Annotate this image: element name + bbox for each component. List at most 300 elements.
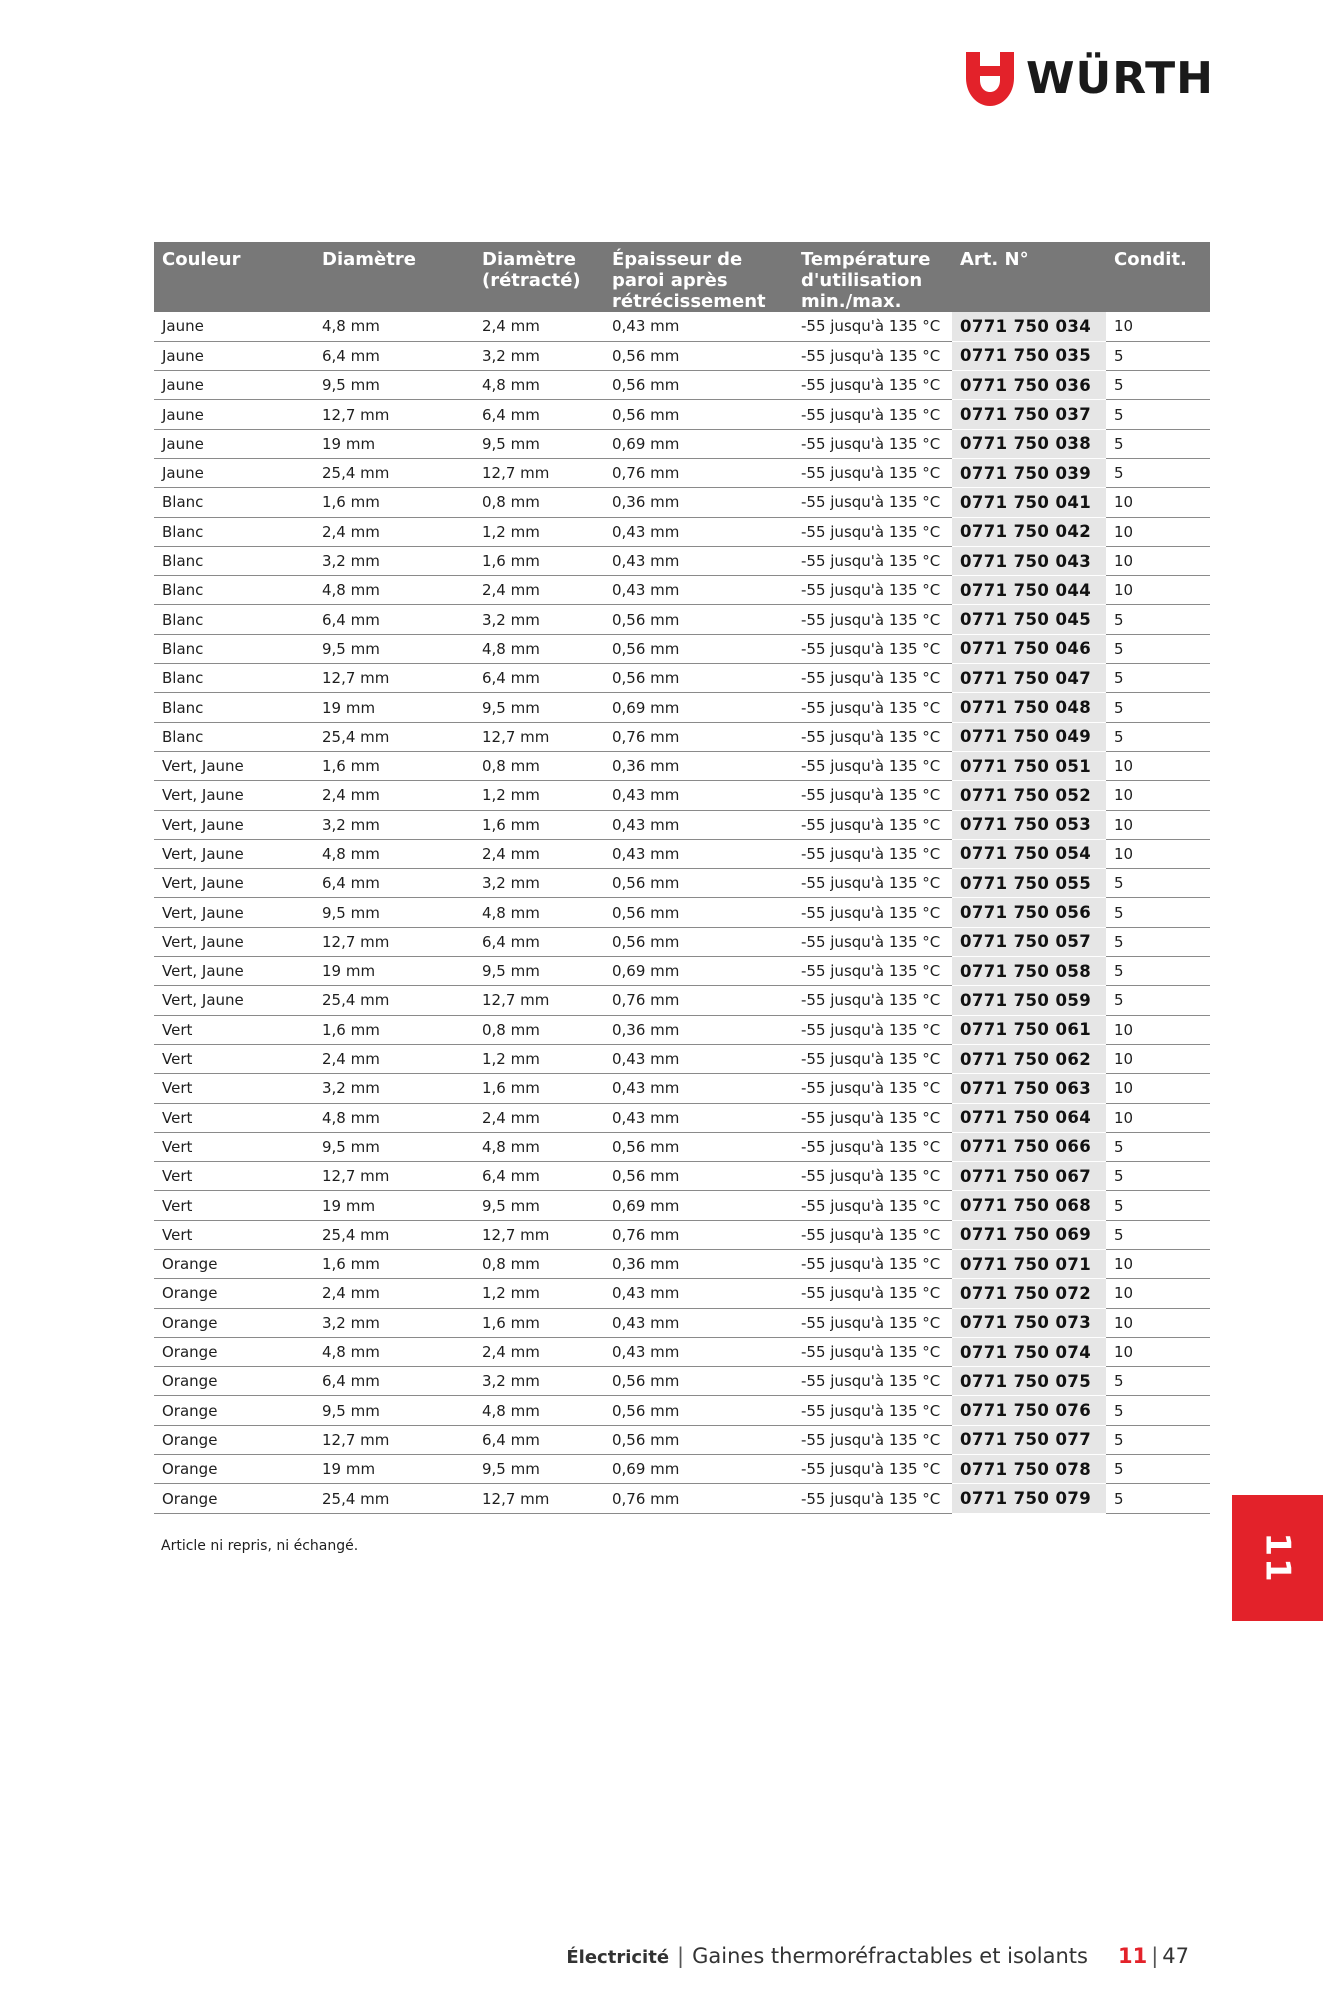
packaging-cell: 10 [1106, 810, 1210, 839]
diameter-cell: 19 mm [314, 957, 474, 986]
table-row [154, 634, 1210, 663]
packaging-cell: 5 [1106, 400, 1210, 429]
article-number-cell: 0771 750 071 [952, 1250, 1106, 1279]
shrunk-diameter-cell: 0,8 mm [474, 1015, 604, 1044]
article-number-cell: 0771 750 063 [952, 1074, 1106, 1103]
packaging-cell: 10 [1106, 1044, 1210, 1073]
temperature-cell: -55 jusqu'à 135 °C [793, 1103, 952, 1132]
color-cell: Vert [154, 1220, 314, 1249]
shrunk-diameter-cell: 9,5 mm [474, 1191, 604, 1220]
diameter-cell: 4,8 mm [314, 576, 474, 605]
temperature-cell: -55 jusqu'à 135 °C [793, 927, 952, 956]
article-number-cell: 0771 750 062 [952, 1044, 1106, 1073]
shrunk-diameter-cell: 2,4 mm [474, 1337, 604, 1366]
article-number-cell: 0771 750 053 [952, 810, 1106, 839]
wall-thickness-cell: 0,56 mm [604, 927, 793, 956]
article-number-cell: 0771 750 068 [952, 1191, 1106, 1220]
shrunk-diameter-cell: 2,4 mm [474, 1103, 604, 1132]
temperature-cell: -55 jusqu'à 135 °C [793, 664, 952, 693]
shrunk-diameter-cell: 3,2 mm [474, 1367, 604, 1396]
table-row [154, 898, 1210, 927]
footer-chapter-number: 11 [1117, 1944, 1148, 1968]
table-row [154, 722, 1210, 751]
diameter-cell: 9,5 mm [314, 898, 474, 927]
shrunk-diameter-cell: 1,6 mm [474, 1074, 604, 1103]
diameter-cell: 12,7 mm [314, 664, 474, 693]
temperature-cell: -55 jusqu'à 135 °C [793, 1074, 952, 1103]
packaging-cell: 10 [1106, 312, 1210, 341]
article-number-cell: 0771 750 048 [952, 693, 1106, 722]
table-row [154, 927, 1210, 956]
article-number-cell: 0771 750 041 [952, 488, 1106, 517]
chapter-tab [1232, 1495, 1323, 1621]
article-number-cell: 0771 750 051 [952, 751, 1106, 780]
packaging-cell: 5 [1106, 869, 1210, 898]
article-number-cell: 0771 750 044 [952, 576, 1106, 605]
color-cell: Vert [154, 1044, 314, 1073]
packaging-cell: 5 [1106, 1396, 1210, 1425]
wurth-emblem-icon [966, 52, 1014, 106]
wall-thickness-cell: 0,56 mm [604, 869, 793, 898]
table-row [154, 869, 1210, 898]
shrunk-diameter-cell: 0,8 mm [474, 1250, 604, 1279]
shrunk-diameter-cell: 9,5 mm [474, 957, 604, 986]
table-row [154, 400, 1210, 429]
color-cell: Jaune [154, 458, 314, 487]
shrunk-diameter-cell: 4,8 mm [474, 898, 604, 927]
color-cell: Blanc [154, 576, 314, 605]
column-header: Épaisseur de paroi après rétrécissement [604, 242, 793, 312]
shrunk-diameter-cell: 6,4 mm [474, 1425, 604, 1454]
temperature-cell: -55 jusqu'à 135 °C [793, 1425, 952, 1454]
temperature-cell: -55 jusqu'à 135 °C [793, 312, 952, 341]
color-cell: Vert [154, 1162, 314, 1191]
diameter-cell: 25,4 mm [314, 722, 474, 751]
footer-subtitle: Gaines thermoréfractables et isolants [692, 1944, 1088, 1968]
footer-section: Électricité [566, 1947, 670, 1968]
article-number-cell: 0771 750 074 [952, 1337, 1106, 1366]
temperature-cell: -55 jusqu'à 135 °C [793, 898, 952, 927]
article-number-cell: 0771 750 054 [952, 839, 1106, 868]
packaging-cell: 5 [1106, 927, 1210, 956]
diameter-cell: 2,4 mm [314, 1044, 474, 1073]
table-row [154, 810, 1210, 839]
color-cell: Orange [154, 1337, 314, 1366]
article-number-cell: 0771 750 038 [952, 429, 1106, 458]
diameter-cell: 2,4 mm [314, 781, 474, 810]
article-number-cell: 0771 750 059 [952, 986, 1106, 1015]
wall-thickness-cell: 0,56 mm [604, 605, 793, 634]
diameter-cell: 25,4 mm [314, 1484, 474, 1513]
table-row [154, 693, 1210, 722]
wall-thickness-cell: 0,56 mm [604, 1367, 793, 1396]
packaging-cell: 5 [1106, 957, 1210, 986]
diameter-cell: 25,4 mm [314, 458, 474, 487]
return-policy-note: Article ni repris, ni échangé. [161, 1538, 359, 1554]
table-row [154, 1132, 1210, 1161]
temperature-cell: -55 jusqu'à 135 °C [793, 957, 952, 986]
shrunk-diameter-cell: 12,7 mm [474, 986, 604, 1015]
article-number-cell: 0771 750 075 [952, 1367, 1106, 1396]
wall-thickness-cell: 0,56 mm [604, 1162, 793, 1191]
temperature-cell: -55 jusqu'à 135 °C [793, 341, 952, 370]
color-cell: Vert, Jaune [154, 957, 314, 986]
color-cell: Orange [154, 1250, 314, 1279]
wall-thickness-cell: 0,43 mm [604, 312, 793, 341]
footer-bar: | [1151, 1944, 1159, 1968]
table-header-row [154, 242, 1210, 312]
table-row [154, 781, 1210, 810]
packaging-cell: 5 [1106, 664, 1210, 693]
shrunk-diameter-cell: 6,4 mm [474, 664, 604, 693]
diameter-cell: 2,4 mm [314, 517, 474, 546]
table-row [154, 458, 1210, 487]
wall-thickness-cell: 0,43 mm [604, 576, 793, 605]
diameter-cell: 4,8 mm [314, 1337, 474, 1366]
wall-thickness-cell: 0,69 mm [604, 1191, 793, 1220]
temperature-cell: -55 jusqu'à 135 °C [793, 488, 952, 517]
temperature-cell: -55 jusqu'à 135 °C [793, 371, 952, 400]
diameter-cell: 12,7 mm [314, 1425, 474, 1454]
temperature-cell: -55 jusqu'à 135 °C [793, 810, 952, 839]
shrunk-diameter-cell: 0,8 mm [474, 751, 604, 780]
temperature-cell: -55 jusqu'à 135 °C [793, 1250, 952, 1279]
wall-thickness-cell: 0,69 mm [604, 429, 793, 458]
shrunk-diameter-cell: 1,6 mm [474, 810, 604, 839]
table-row [154, 1484, 1210, 1513]
shrunk-diameter-cell: 1,2 mm [474, 517, 604, 546]
shrunk-diameter-cell: 4,8 mm [474, 371, 604, 400]
shrunk-diameter-cell: 1,2 mm [474, 781, 604, 810]
article-number-cell: 0771 750 076 [952, 1396, 1106, 1425]
wall-thickness-cell: 0,43 mm [604, 1337, 793, 1366]
diameter-cell: 9,5 mm [314, 371, 474, 400]
wall-thickness-cell: 0,36 mm [604, 488, 793, 517]
table-row [154, 341, 1210, 370]
shrunk-diameter-cell: 3,2 mm [474, 869, 604, 898]
packaging-cell: 5 [1106, 1425, 1210, 1454]
temperature-cell: -55 jusqu'à 135 °C [793, 1308, 952, 1337]
diameter-cell: 12,7 mm [314, 927, 474, 956]
article-number-cell: 0771 750 066 [952, 1132, 1106, 1161]
diameter-cell: 19 mm [314, 1455, 474, 1484]
temperature-cell: -55 jusqu'à 135 °C [793, 546, 952, 575]
footer-separator: | [677, 1944, 685, 1968]
wall-thickness-cell: 0,56 mm [604, 1132, 793, 1161]
shrunk-diameter-cell: 1,6 mm [474, 1308, 604, 1337]
table-row [154, 1337, 1210, 1366]
temperature-cell: -55 jusqu'à 135 °C [793, 1220, 952, 1249]
diameter-cell: 12,7 mm [314, 400, 474, 429]
packaging-cell: 5 [1106, 722, 1210, 751]
color-cell: Orange [154, 1279, 314, 1308]
page-number: 47 [1162, 1944, 1189, 1968]
color-cell: Vert, Jaune [154, 898, 314, 927]
article-number-cell: 0771 750 036 [952, 371, 1106, 400]
temperature-cell: -55 jusqu'à 135 °C [793, 693, 952, 722]
color-cell: Vert [154, 1074, 314, 1103]
table-row [154, 1044, 1210, 1073]
table-row [154, 605, 1210, 634]
shrunk-diameter-cell: 4,8 mm [474, 1132, 604, 1161]
wall-thickness-cell: 0,43 mm [604, 517, 793, 546]
article-number-cell: 0771 750 061 [952, 1015, 1106, 1044]
packaging-cell: 5 [1106, 1162, 1210, 1191]
shrunk-diameter-cell: 1,2 mm [474, 1279, 604, 1308]
temperature-cell: -55 jusqu'à 135 °C [793, 1484, 952, 1513]
color-cell: Blanc [154, 634, 314, 663]
wall-thickness-cell: 0,43 mm [604, 781, 793, 810]
diameter-cell: 4,8 mm [314, 839, 474, 868]
temperature-cell: -55 jusqu'à 135 °C [793, 1279, 952, 1308]
wall-thickness-cell: 0,76 mm [604, 1220, 793, 1249]
brand-name: WÜRTH [1026, 53, 1215, 104]
packaging-cell: 5 [1106, 1220, 1210, 1249]
table-row [154, 1308, 1210, 1337]
wall-thickness-cell: 0,43 mm [604, 1044, 793, 1073]
wall-thickness-cell: 0,69 mm [604, 957, 793, 986]
table-row [154, 1279, 1210, 1308]
table-row [154, 1162, 1210, 1191]
temperature-cell: -55 jusqu'à 135 °C [793, 576, 952, 605]
color-cell: Blanc [154, 546, 314, 575]
table-row [154, 1396, 1210, 1425]
wall-thickness-cell: 0,56 mm [604, 1425, 793, 1454]
article-number-cell: 0771 750 078 [952, 1455, 1106, 1484]
diameter-cell: 6,4 mm [314, 605, 474, 634]
temperature-cell: -55 jusqu'à 135 °C [793, 400, 952, 429]
shrunk-diameter-cell: 6,4 mm [474, 1162, 604, 1191]
article-number-cell: 0771 750 073 [952, 1308, 1106, 1337]
shrunk-diameter-cell: 3,2 mm [474, 341, 604, 370]
shrunk-diameter-cell: 12,7 mm [474, 1220, 604, 1249]
packaging-cell: 5 [1106, 986, 1210, 1015]
table-row [154, 664, 1210, 693]
table-row [154, 986, 1210, 1015]
article-number-cell: 0771 750 056 [952, 898, 1106, 927]
table-row [154, 1074, 1210, 1103]
shrunk-diameter-cell: 9,5 mm [474, 693, 604, 722]
shrunk-diameter-cell: 2,4 mm [474, 312, 604, 341]
wall-thickness-cell: 0,69 mm [604, 1455, 793, 1484]
article-number-cell: 0771 750 069 [952, 1220, 1106, 1249]
temperature-cell: -55 jusqu'à 135 °C [793, 869, 952, 898]
shrunk-diameter-cell: 6,4 mm [474, 400, 604, 429]
temperature-cell: -55 jusqu'à 135 °C [793, 1162, 952, 1191]
temperature-cell: -55 jusqu'à 135 °C [793, 781, 952, 810]
table-row [154, 1191, 1210, 1220]
wall-thickness-cell: 0,56 mm [604, 371, 793, 400]
packaging-cell: 10 [1106, 1015, 1210, 1044]
packaging-cell: 10 [1106, 839, 1210, 868]
color-cell: Vert [154, 1103, 314, 1132]
temperature-cell: -55 jusqu'à 135 °C [793, 751, 952, 780]
article-number-cell: 0771 750 072 [952, 1279, 1106, 1308]
temperature-cell: -55 jusqu'à 135 °C [793, 458, 952, 487]
packaging-cell: 5 [1106, 371, 1210, 400]
table-row [154, 1220, 1210, 1249]
table-row [154, 1103, 1210, 1132]
shrunk-diameter-cell: 12,7 mm [474, 458, 604, 487]
diameter-cell: 3,2 mm [314, 1308, 474, 1337]
color-cell: Blanc [154, 517, 314, 546]
wall-thickness-cell: 0,56 mm [604, 898, 793, 927]
color-cell: Vert, Jaune [154, 986, 314, 1015]
wall-thickness-cell: 0,56 mm [604, 1396, 793, 1425]
color-cell: Blanc [154, 722, 314, 751]
color-cell: Jaune [154, 400, 314, 429]
article-number-cell: 0771 750 034 [952, 312, 1106, 341]
table-row [154, 429, 1210, 458]
diameter-cell: 3,2 mm [314, 546, 474, 575]
diameter-cell: 3,2 mm [314, 810, 474, 839]
chapter-tab-label: 11 [1257, 1532, 1298, 1584]
article-number-cell: 0771 750 052 [952, 781, 1106, 810]
wall-thickness-cell: 0,56 mm [604, 664, 793, 693]
column-header: Couleur [154, 242, 314, 312]
article-number-cell: 0771 750 045 [952, 605, 1106, 634]
shrunk-diameter-cell: 6,4 mm [474, 927, 604, 956]
color-cell: Blanc [154, 488, 314, 517]
column-header: Diamètre [314, 242, 474, 312]
article-number-cell: 0771 750 035 [952, 341, 1106, 370]
wall-thickness-cell: 0,43 mm [604, 1074, 793, 1103]
packaging-cell: 10 [1106, 488, 1210, 517]
packaging-cell: 10 [1106, 1337, 1210, 1366]
wall-thickness-cell: 0,43 mm [604, 810, 793, 839]
packaging-cell: 5 [1106, 341, 1210, 370]
table-row [154, 1455, 1210, 1484]
color-cell: Orange [154, 1367, 314, 1396]
diameter-cell: 25,4 mm [314, 1220, 474, 1249]
packaging-cell: 5 [1106, 634, 1210, 663]
table-row [154, 576, 1210, 605]
article-number-cell: 0771 750 079 [952, 1484, 1106, 1513]
table-row [154, 546, 1210, 575]
diameter-cell: 9,5 mm [314, 1396, 474, 1425]
diameter-cell: 1,6 mm [314, 1015, 474, 1044]
packaging-cell: 5 [1106, 1367, 1210, 1396]
packaging-cell: 10 [1106, 781, 1210, 810]
packaging-cell: 10 [1106, 546, 1210, 575]
column-header: Température d'utilisation min./max. [793, 242, 952, 312]
table-row [154, 1015, 1210, 1044]
article-number-cell: 0771 750 064 [952, 1103, 1106, 1132]
wall-thickness-cell: 0,56 mm [604, 341, 793, 370]
color-cell: Blanc [154, 664, 314, 693]
color-cell: Blanc [154, 605, 314, 634]
packaging-cell: 5 [1106, 898, 1210, 927]
table-row [154, 312, 1210, 341]
diameter-cell: 4,8 mm [314, 312, 474, 341]
diameter-cell: 19 mm [314, 1191, 474, 1220]
packaging-cell: 10 [1106, 1250, 1210, 1279]
article-number-cell: 0771 750 057 [952, 927, 1106, 956]
article-number-cell: 0771 750 049 [952, 722, 1106, 751]
temperature-cell: -55 jusqu'à 135 °C [793, 839, 952, 868]
shrunk-diameter-cell: 1,2 mm [474, 1044, 604, 1073]
packaging-cell: 5 [1106, 429, 1210, 458]
packaging-cell: 5 [1106, 1455, 1210, 1484]
wall-thickness-cell: 0,43 mm [604, 546, 793, 575]
diameter-cell: 6,4 mm [314, 341, 474, 370]
temperature-cell: -55 jusqu'à 135 °C [793, 1132, 952, 1161]
table-row [154, 751, 1210, 780]
article-number-cell: 0771 750 055 [952, 869, 1106, 898]
wall-thickness-cell: 0,36 mm [604, 1250, 793, 1279]
diameter-cell: 1,6 mm [314, 751, 474, 780]
packaging-cell: 10 [1106, 517, 1210, 546]
temperature-cell: -55 jusqu'à 135 °C [793, 1191, 952, 1220]
temperature-cell: -55 jusqu'à 135 °C [793, 1367, 952, 1396]
table-row [154, 371, 1210, 400]
shrunk-diameter-cell: 4,8 mm [474, 634, 604, 663]
table-row [154, 957, 1210, 986]
article-number-cell: 0771 750 077 [952, 1425, 1106, 1454]
temperature-cell: -55 jusqu'à 135 °C [793, 1337, 952, 1366]
packaging-cell: 10 [1106, 576, 1210, 605]
color-cell: Vert [154, 1191, 314, 1220]
table-row [154, 1367, 1210, 1396]
wall-thickness-cell: 0,43 mm [604, 1308, 793, 1337]
wall-thickness-cell: 0,76 mm [604, 722, 793, 751]
wall-thickness-cell: 0,43 mm [604, 1103, 793, 1132]
color-cell: Vert, Jaune [154, 751, 314, 780]
diameter-cell: 3,2 mm [314, 1074, 474, 1103]
color-cell: Jaune [154, 429, 314, 458]
packaging-cell: 10 [1106, 1279, 1210, 1308]
packaging-cell: 5 [1106, 693, 1210, 722]
shrunk-diameter-cell: 2,4 mm [474, 839, 604, 868]
shrunk-diameter-cell: 0,8 mm [474, 488, 604, 517]
color-cell: Orange [154, 1396, 314, 1425]
temperature-cell: -55 jusqu'à 135 °C [793, 605, 952, 634]
diameter-cell: 9,5 mm [314, 634, 474, 663]
wall-thickness-cell: 0,36 mm [604, 1015, 793, 1044]
packaging-cell: 5 [1106, 1191, 1210, 1220]
diameter-cell: 12,7 mm [314, 1162, 474, 1191]
diameter-cell: 6,4 mm [314, 869, 474, 898]
article-number-cell: 0771 750 043 [952, 546, 1106, 575]
wall-thickness-cell: 0,43 mm [604, 1279, 793, 1308]
packaging-cell: 10 [1106, 751, 1210, 780]
wall-thickness-cell: 0,69 mm [604, 693, 793, 722]
product-table [154, 242, 1210, 1514]
temperature-cell: -55 jusqu'à 135 °C [793, 517, 952, 546]
wurth-logo [966, 52, 1214, 106]
wall-thickness-cell: 0,76 mm [604, 458, 793, 487]
color-cell: Vert, Jaune [154, 810, 314, 839]
column-header: Art. N° [952, 242, 1106, 312]
diameter-cell: 25,4 mm [314, 986, 474, 1015]
article-number-cell: 0771 750 037 [952, 400, 1106, 429]
shrunk-diameter-cell: 12,7 mm [474, 1484, 604, 1513]
color-cell: Jaune [154, 341, 314, 370]
diameter-cell: 19 mm [314, 429, 474, 458]
table-row [154, 517, 1210, 546]
table-body [154, 312, 1210, 1513]
packaging-cell: 5 [1106, 458, 1210, 487]
article-number-cell: 0771 750 039 [952, 458, 1106, 487]
color-cell: Orange [154, 1308, 314, 1337]
diameter-cell: 9,5 mm [314, 1132, 474, 1161]
temperature-cell: -55 jusqu'à 135 °C [793, 1396, 952, 1425]
color-cell: Vert, Jaune [154, 839, 314, 868]
table-row [154, 1425, 1210, 1454]
wall-thickness-cell: 0,36 mm [604, 751, 793, 780]
diameter-cell: 2,4 mm [314, 1279, 474, 1308]
packaging-cell: 5 [1106, 1132, 1210, 1161]
